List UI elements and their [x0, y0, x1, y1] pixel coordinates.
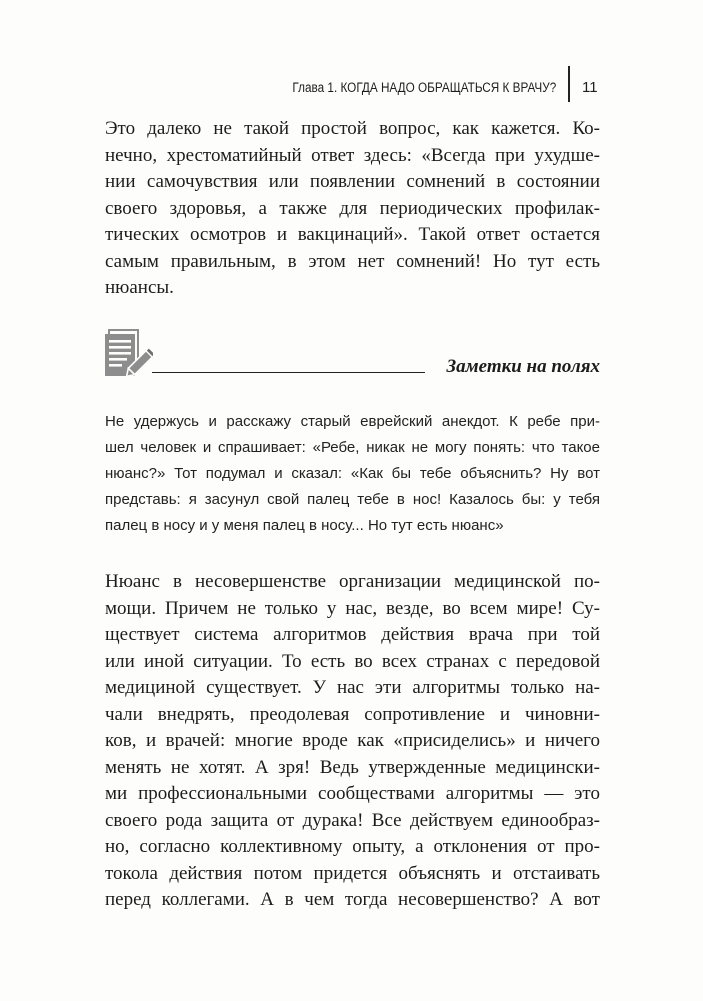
paragraph-line: самым правильным, в этом нет сомнений! Но тут есть [105, 250, 600, 272]
paragraph-line: ков, и врачей: многие вроде как «присиделись» и ничего [105, 730, 600, 751]
paragraph-line: токола действия потом придется объяснять и отстаивать [105, 862, 600, 884]
paragraph-2 [105, 569, 600, 914]
paragraph-line: нечно, хрестоматийный ответ здесь: «Всегда при ухудше- [105, 144, 600, 166]
paragraph-line: своего рода защита от дурака! Все действуем единообраз- [105, 809, 600, 831]
paragraph-line: или иной ситуации. То есть во всех странах с передовой [105, 650, 600, 672]
notes-line: шел человек и спрашивает: «Ребе, никак не могу понять: что такое [105, 439, 600, 456]
paragraph-line: чали внедрять, преодолевая сопротивление и чиновни- [105, 703, 600, 725]
header-divider [568, 66, 570, 102]
paragraph-line: нии самочувствия или появлении сомнений в состоянии [105, 171, 600, 192]
notes-line: палец в носу и у меня палец в носу... Но тут есть нюанс» [105, 517, 504, 534]
page-number: 11 [582, 79, 598, 96]
paragraph-line: менять не хотят. А зря! Ведь утвержденные медицински- [105, 756, 600, 778]
paragraph-line: но, согласно коллективному опыту, а отклонения от про- [105, 836, 600, 857]
paragraph-line: мощи. Причем не только у нас, везде, во всем мире! Су- [105, 597, 600, 619]
notes-pencil-icon [103, 329, 153, 379]
chapter-running-title: Глава 1. КОГДА НАДО ОБРАЩАТЬСЯ К ВРАЧУ? [292, 80, 556, 95]
paragraph-line: тических осмотров и вакцинаций». Такой ответ остается [105, 224, 600, 245]
notes-line: Не удержусь и расскажу старый еврейский анекдот. К ребе при- [105, 413, 600, 430]
paragraph-line: ми профессиональными сообществами алгоритмы — это [105, 783, 600, 804]
notes-text [105, 409, 600, 539]
notes-line: нюанс?» Тот подумал и сказал: «Как бы тебе объяснить? Ну вот [105, 465, 600, 482]
notes-heading: Заметки на полях [446, 356, 600, 377]
paragraph-line: Нюанс в несовершенстве организации медицинской по- [105, 571, 600, 592]
paragraph-line: своего здоровья, а также для периодических профилак- [105, 197, 600, 219]
notes-rule [152, 372, 425, 373]
notes-line: представь: я засунул свой палец тебе в нос! Казалось бы: у тебя [105, 491, 600, 508]
paragraph-line: медициной существует. У нас эти алгоритмы только на- [105, 677, 600, 698]
paragraph-line: нюансы. [105, 277, 174, 298]
paragraph-line: перед коллегами. А в чем тогда несовершенство? А вот [105, 889, 600, 910]
paragraph-line: Это далеко не такой простой вопрос, как кажется. Ко- [105, 118, 600, 139]
paragraph-1 [105, 116, 600, 302]
paragraph-line: ществует система алгоритмов действия врача при той [105, 624, 600, 645]
